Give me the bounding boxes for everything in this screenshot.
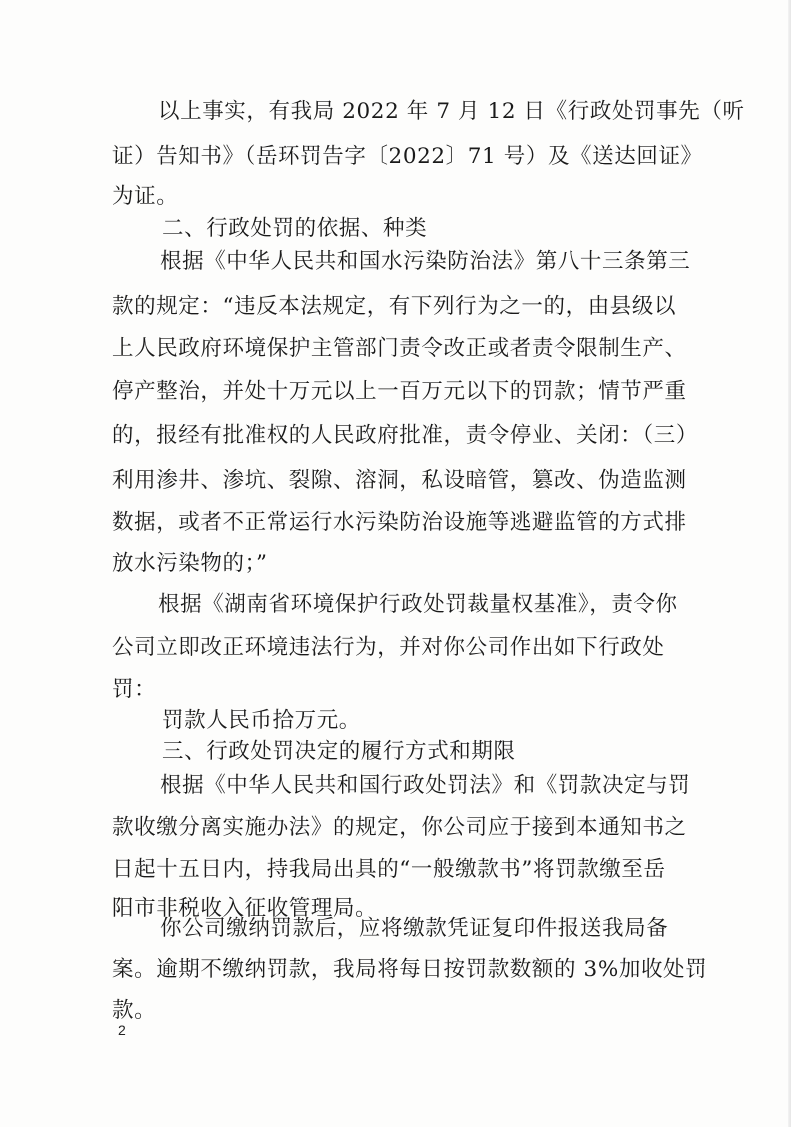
page-number: 2 (118, 1022, 126, 1038)
text-line: 以上事实，有我局 2022 年 7 月 12 日《行政处罚事先（听 (158, 99, 745, 124)
text-line: 利用渗井、渗坑、裂隙、溶洞，私设暗管，篡改、伪造监测 (112, 468, 687, 493)
text-line: 根据《湖南省环境保护行政处罚裁量权基准》，责令你 (158, 592, 678, 617)
section-heading: 三、行政处罚决定的履行方式和期限 (162, 739, 516, 764)
text-line: 根据《中华人民共和国水污染防治法》第八十三条第三 (160, 249, 691, 274)
text-line: 款的规定：“违反本法规定，有下列行为之一的，由县级以 (112, 294, 677, 319)
text-line: 为证。 (112, 184, 179, 209)
text-line: 罚： (112, 677, 157, 702)
text-line: 案。逾期不缴纳罚款，我局将每日按罚款数额的 3%加收处罚 (112, 957, 708, 982)
text-line: 你公司缴纳罚款后，应将缴款凭证复印件报送我局备 (160, 916, 669, 941)
text-line: 上人民政府环境保护主管部门责令改正或者责令限制生产、 (112, 336, 687, 361)
text-line: 停产整治，并处十万元以上一百万元以下的罚款；情节严重 (112, 379, 687, 404)
text-line: 日起十五日内，持我局出具的“一般缴款书”将罚款缴至岳 (112, 857, 666, 882)
text-line: 证）告知书》（岳环罚告字〔2022〕71 号）及《送达回证》 (112, 144, 703, 169)
text-line: 罚款人民币拾万元。 (162, 708, 361, 733)
text-line: 的，报经有批准权的人民政府批准，责令停业、关闭：（三） (112, 423, 698, 448)
section-heading: 二、行政处罚的依据、种类 (162, 216, 428, 241)
text-line: 款收缴分离实施办法》的规定，你公司应于接到本通知书之 (112, 815, 687, 840)
text-line: 款。 (112, 998, 157, 1023)
text-line: 阳市非税收入征收管理局。 (112, 896, 378, 921)
text-line: 数据，或者不正常运行水污染防治设施等逃避监管的方式排 (112, 510, 687, 535)
text-line: 根据《中华人民共和国行政处罚法》和《罚款决定与罚 (160, 773, 691, 798)
text-line: 公司立即改正环境违法行为，并对你公司作出如下行政处 (112, 635, 665, 660)
text-line: 放水污染物的；” (112, 551, 268, 576)
